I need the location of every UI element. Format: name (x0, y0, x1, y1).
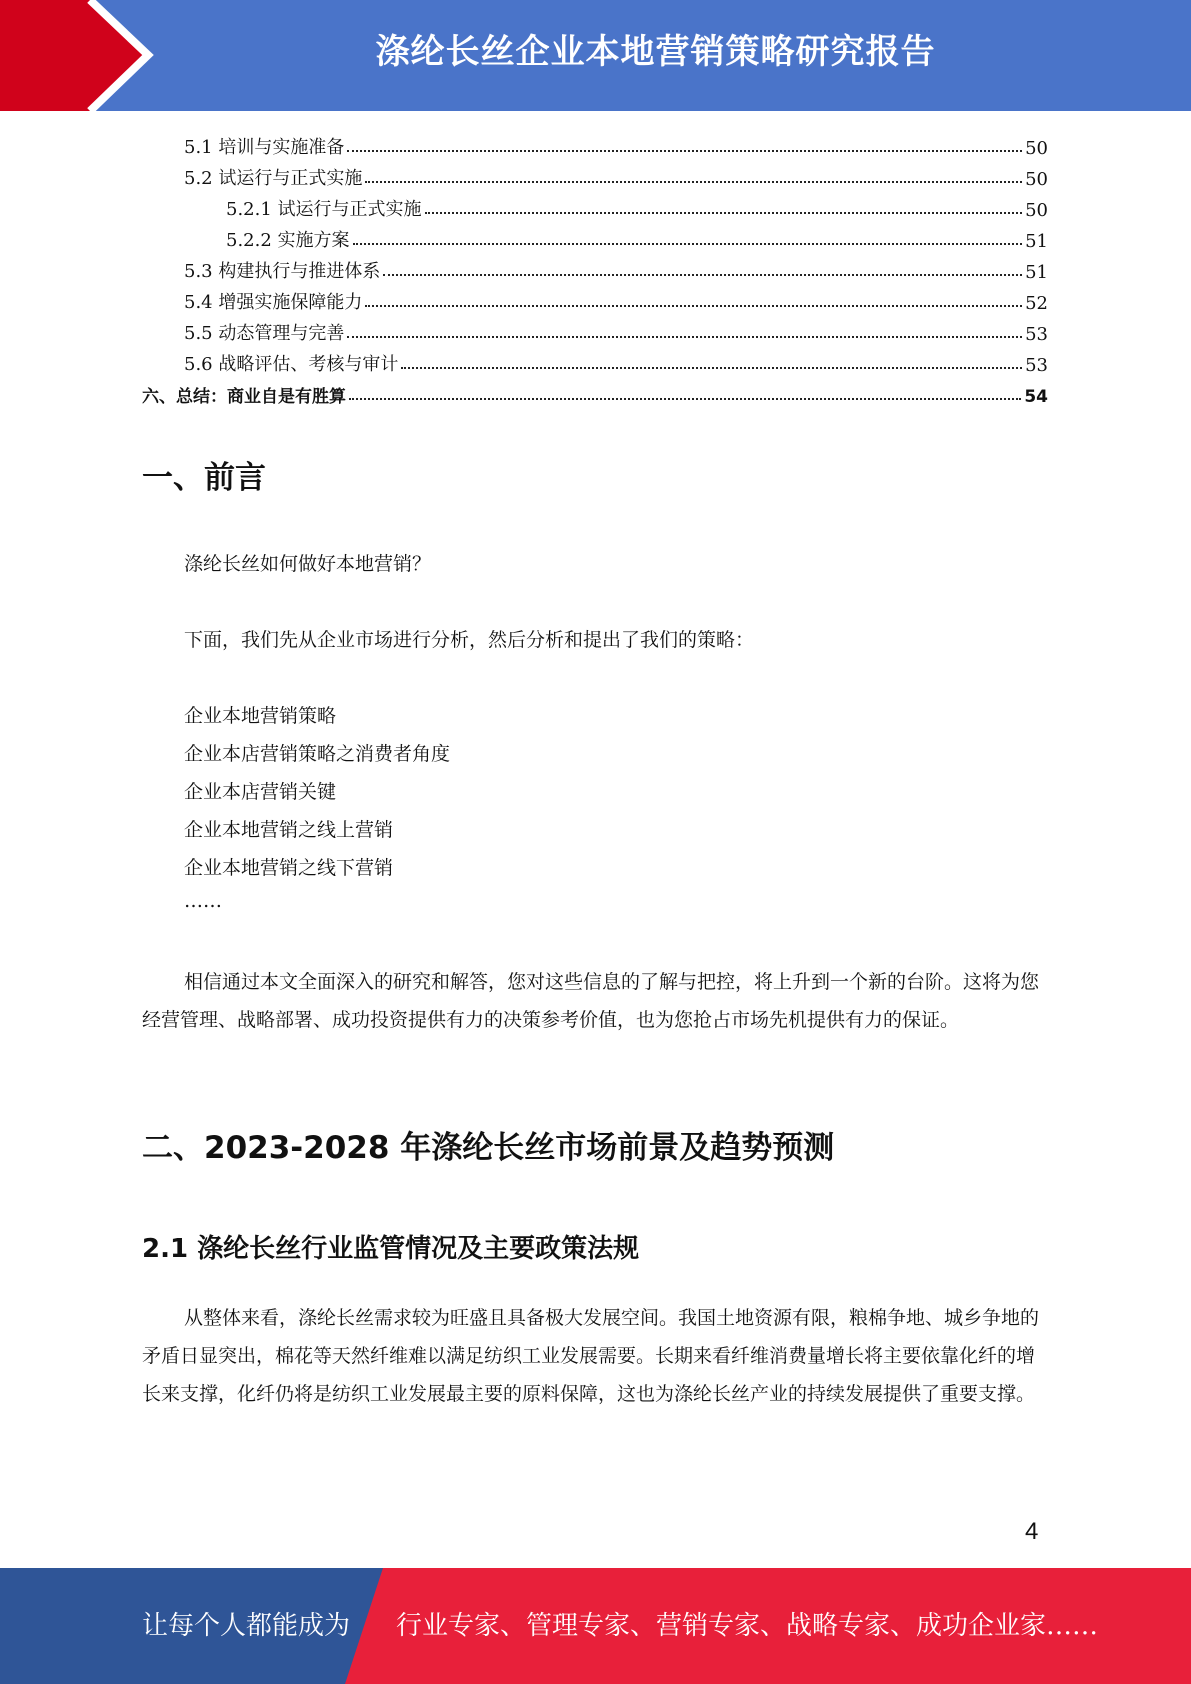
toc-dot-leader (353, 243, 1023, 245)
footer-slogan-right: 行业专家、管理专家、营销专家、战略专家、成功企业家…… (396, 1611, 1099, 1641)
toc-entry[interactable] (142, 376, 1048, 407)
toc-entry-page: 51 (1025, 262, 1048, 283)
toc-entry[interactable] (142, 128, 1048, 159)
toc-entry-label: 5.4 增强实施保障能力 (184, 292, 363, 313)
toc-entry-page: 50 (1025, 138, 1048, 159)
toc-entry-label: 5.5 动态管理与完善 (184, 323, 345, 344)
preface-closing-paragraph: 相信通过本文全面深入的研究和解答，您对这些信息的了解与把控，将上升到一个新的台阶。这将为您经营管理、战略部署、成功投资提供有力的决策参考价值，也为您抢占市场先机提供有力的保证。 (142, 971, 1040, 1031)
strategy-list-item: 企业本地营销策略 (184, 705, 337, 727)
toc-entry-page: 52 (1025, 293, 1048, 314)
strategy-list-ellipsis: …… (184, 890, 222, 912)
toc-entry[interactable] (142, 252, 1048, 283)
page-footer (0, 1568, 1191, 1684)
toc-dot-leader (425, 212, 1023, 214)
toc-entry-label: 六、总结：商业自是有胜算 (142, 387, 346, 407)
toc-entry[interactable] (142, 159, 1048, 190)
toc-entry-label: 5.2 试运行与正式实施 (184, 168, 363, 189)
toc-entry[interactable] (142, 283, 1048, 314)
section-heading-preface: 一、前言 (142, 460, 266, 496)
toc-entry-page: 51 (1025, 231, 1048, 252)
toc-entry[interactable] (142, 221, 1048, 252)
footer-slogan-left: 让每个人都能成为 (142, 1611, 351, 1641)
toc-entry-label: 5.3 构建执行与推进体系 (184, 261, 381, 282)
toc-dot-leader (365, 305, 1022, 307)
page-number: 4 (1025, 1518, 1039, 1545)
toc-entry-label: 5.2.2 实施方案 (226, 230, 350, 251)
strategy-list-item: 企业本地营销之线上营销 (184, 819, 394, 841)
toc-entry[interactable] (142, 314, 1048, 345)
toc-dot-leader (365, 181, 1022, 183)
toc-dot-leader (383, 274, 1022, 276)
toc-dot-leader (349, 398, 1021, 400)
toc-entry-label: 5.2.1 试运行与正式实施 (226, 199, 422, 220)
toc-entry-page: 53 (1025, 355, 1048, 376)
report-title: 涤纶长丝企业本地营销策略研究报告 (375, 32, 936, 72)
strategy-list-item: 企业本地营销之线下营销 (184, 857, 394, 879)
toc-entry-page: 53 (1025, 324, 1048, 345)
toc-entry-page: 50 (1025, 200, 1048, 221)
strategy-list-item: 企业本店营销策略之消费者角度 (184, 743, 451, 765)
toc-entry[interactable] (142, 190, 1048, 221)
toc-entry-label: 5.1 培训与实施准备 (184, 137, 345, 158)
preface-intro: 下面，我们先从企业市场进行分析，然后分析和提出了我们的策略： (184, 629, 755, 651)
toc-entry-page: 50 (1025, 169, 1048, 190)
page-header (0, 0, 1191, 111)
toc-entry[interactable] (142, 345, 1048, 376)
table-of-contents (142, 128, 1048, 407)
section-heading-outlook: 二、2023-2028 年涤纶长丝市场前景及趋势预测 (142, 1130, 835, 1166)
toc-entry-page: 54 (1024, 387, 1048, 407)
regulation-paragraph: 从整体来看，涤纶长丝需求较为旺盛且具备极大发展空间。我国土地资源有限，粮棉争地、城乡争地的矛盾日显突出，棉花等天然纤维难以满足纺织工业发展需要。长期来看纤维消费量增长将主要依靠化纤的增长来支撑，化纤仍将是纺织工业发展最主要的原料保障，这也为涤纶长丝产业的持续发展提供了重要支撑。 (142, 1307, 1040, 1405)
toc-entry-label: 5.6 战略评估、考核与审计 (184, 354, 399, 375)
subsection-heading-regulation: 2.1 涤纶长丝行业监管情况及主要政策法规 (142, 1234, 640, 1264)
toc-dot-leader (347, 336, 1022, 338)
preface-question: 涤纶长丝如何做好本地营销？ (184, 553, 432, 575)
toc-dot-leader (347, 150, 1022, 152)
toc-dot-leader (401, 367, 1022, 369)
strategy-list-item: 企业本店营销关键 (184, 781, 337, 803)
